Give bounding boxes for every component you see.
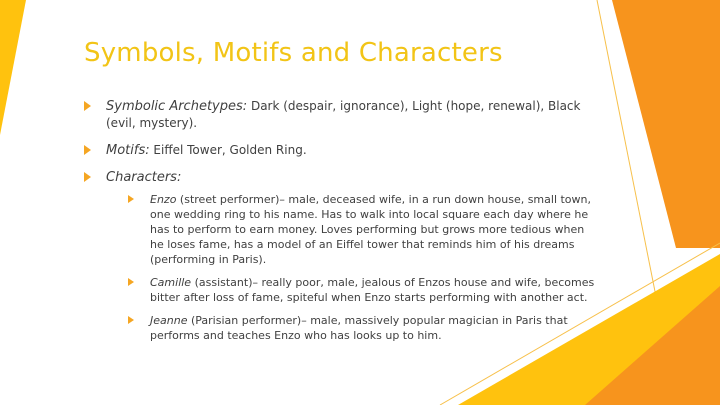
character-name: Camille [150,276,192,289]
bullet-characters [84,169,604,343]
character-jeanne [128,313,598,343]
bullet-label: Motifs: [106,143,150,158]
bullet-arrow-icon [128,195,134,203]
bullet-motifs [84,142,604,159]
bullet-text: Eiffel Tower, Golden Ring. [149,143,307,157]
slide-title: Symbols, Motifs and Characters [84,38,503,68]
bullet-label: Symbolic Archetypes: [106,99,248,114]
character-name: Enzo [150,193,177,206]
bullet-label: Characters: [106,170,182,185]
bullet-arrow-icon [128,278,134,286]
bullet-arrow-icon [84,172,91,182]
left-yellow-accent [0,0,26,135]
top-right-orange-panel [612,0,720,248]
character-name: Jeanne [150,314,188,327]
character-text: (Parisian performer)– male, massively popular magician in Paris that performs and teaches Enzo who has looks up to him. [150,314,568,342]
character-list [128,192,598,343]
slide-content [84,98,604,353]
character-text: (street performer)– male, deceased wife, in a run down house, small town, one wedding ring to his name. Has to walk into local square each day where he has to perform to earn money. Loves performing but grows more tedious when he loses fame, has a model of an Eiffel tower that reminds him of his dreams (performing in Paris). [150,193,592,266]
bullet-arrow-icon [128,316,134,324]
character-text: (assistant)– really poor, male, jealous of Enzos house and wife, becomes bitter after loss of fame, spiteful when Enzo starts performing with another act. [150,276,595,304]
bullet-arrow-icon [84,101,91,111]
bullet-text: Dark (despair, ignorance), Light (hope, renewal), Black (evil, mystery). [106,99,581,130]
bullet-symbolic-archetypes [84,98,604,132]
character-enzo [128,192,598,267]
bullet-arrow-icon [84,145,91,155]
character-camille [128,275,598,305]
